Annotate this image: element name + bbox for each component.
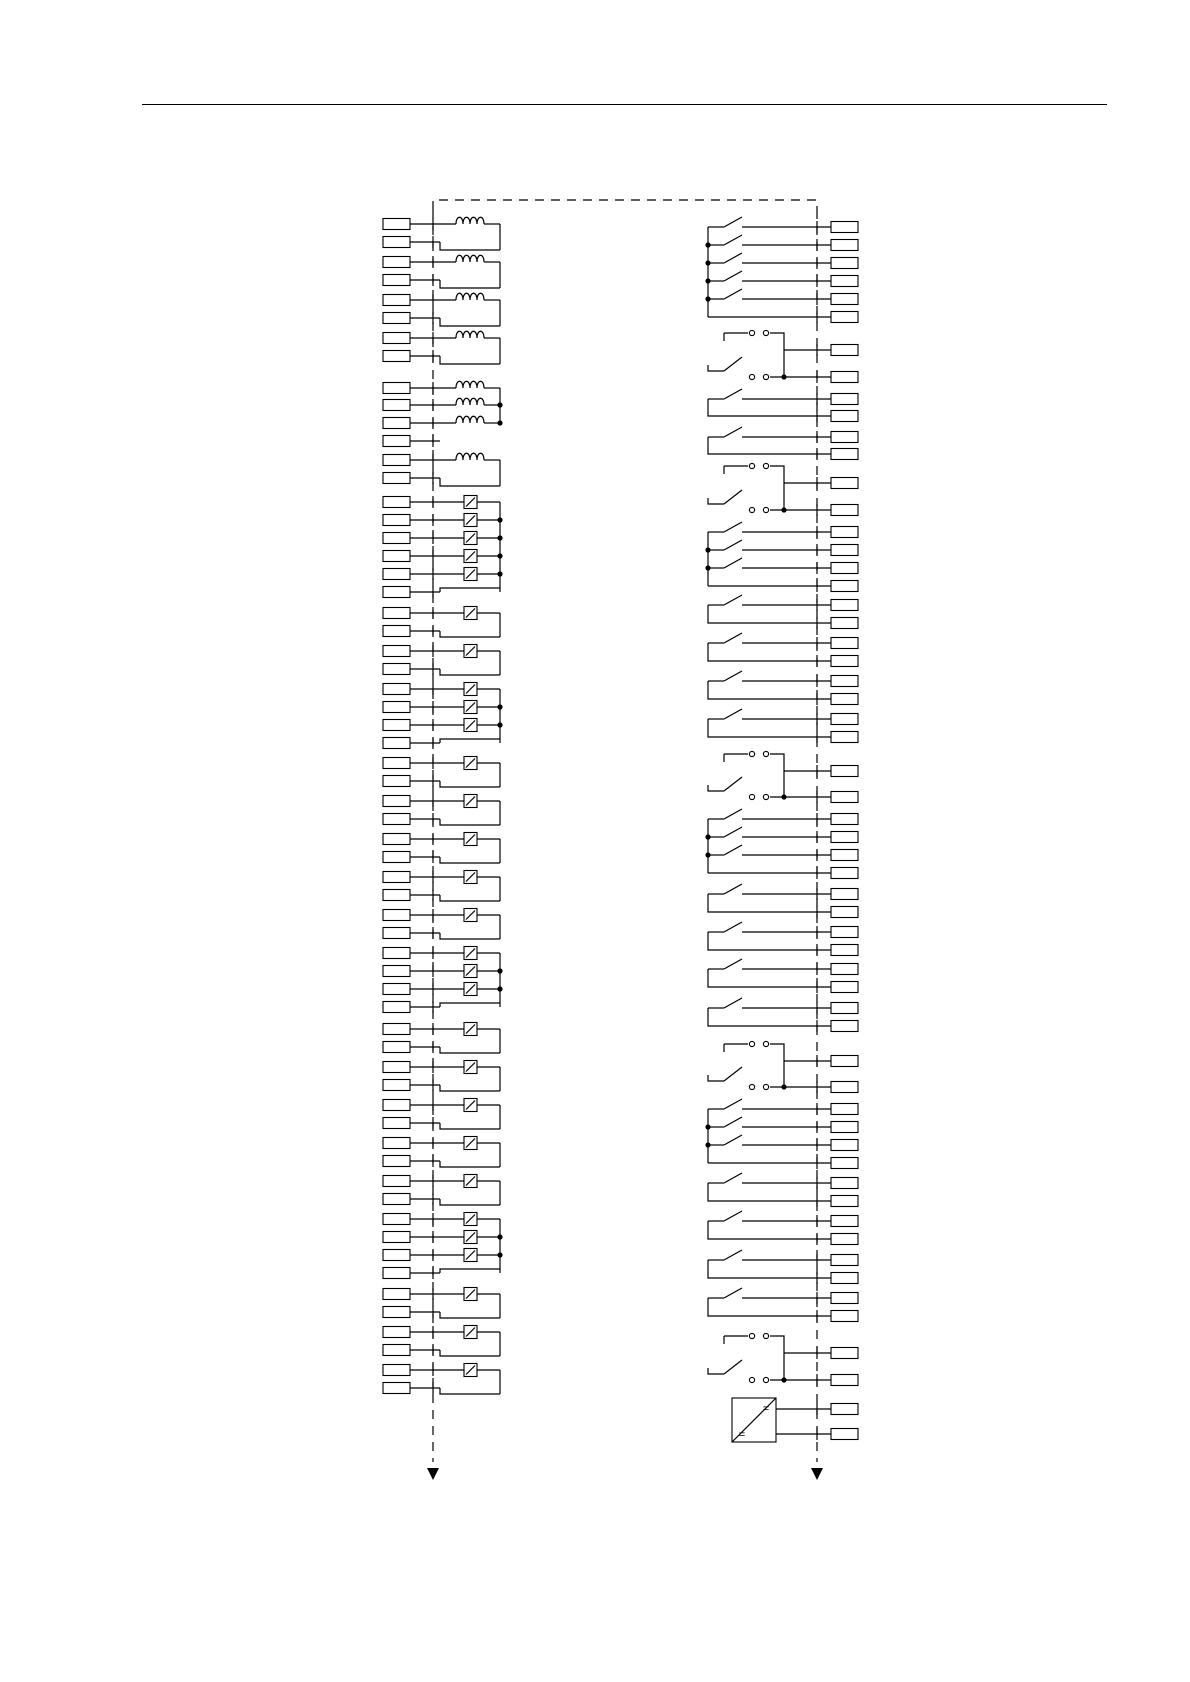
junction-dot bbox=[497, 535, 502, 540]
terminal-block bbox=[831, 581, 858, 592]
contact-blade bbox=[724, 922, 742, 932]
terminal-block bbox=[831, 618, 858, 629]
terminal-block bbox=[831, 505, 858, 516]
contact-blade bbox=[724, 633, 742, 643]
inductor-coil bbox=[456, 453, 484, 460]
converter-symbol-bottom: = bbox=[738, 1429, 746, 1441]
wire bbox=[708, 1368, 724, 1374]
terminal-block bbox=[383, 436, 410, 447]
junction-dot bbox=[705, 547, 710, 552]
terminal-block bbox=[831, 1216, 858, 1227]
right-continuation-arrow bbox=[811, 1468, 823, 1480]
terminal-block bbox=[383, 984, 410, 995]
terminal-block bbox=[383, 1062, 410, 1073]
inductor-coil bbox=[456, 398, 484, 405]
wire bbox=[708, 365, 724, 371]
return-wire bbox=[708, 643, 831, 661]
left-continuation-arrow bbox=[427, 1468, 439, 1480]
contact-blade bbox=[724, 595, 742, 605]
terminal-block bbox=[831, 1293, 858, 1304]
terminal-block bbox=[383, 966, 410, 977]
contact-terminal bbox=[763, 794, 768, 799]
terminal-block bbox=[383, 1365, 410, 1376]
terminal-block bbox=[831, 1056, 858, 1067]
contact-blade bbox=[724, 217, 742, 227]
contact-terminal bbox=[763, 507, 768, 512]
return-wire bbox=[440, 1161, 500, 1167]
return-wire bbox=[440, 669, 500, 675]
terminal-block bbox=[383, 515, 410, 526]
terminal-block bbox=[831, 411, 858, 422]
junction-dot bbox=[781, 1377, 786, 1382]
terminal-block bbox=[831, 345, 858, 356]
contact-blade bbox=[724, 845, 742, 855]
terminal-block bbox=[383, 219, 410, 230]
terminal-block bbox=[831, 1178, 858, 1189]
terminal-block bbox=[383, 1118, 410, 1129]
terminal-block bbox=[383, 738, 410, 749]
dc-dc-converter bbox=[732, 1398, 831, 1442]
junction-dot bbox=[497, 402, 502, 407]
junction-dot bbox=[705, 260, 710, 265]
right-terminal-column bbox=[705, 217, 858, 1442]
terminal-block bbox=[831, 889, 858, 900]
contact-blade bbox=[724, 522, 742, 532]
contact-terminal bbox=[763, 1333, 768, 1338]
common-wire bbox=[440, 739, 500, 743]
terminal-block bbox=[383, 1327, 410, 1338]
terminal-block bbox=[383, 1156, 410, 1167]
junction-dot bbox=[705, 565, 710, 570]
return-wire bbox=[440, 1388, 500, 1394]
contact-blade bbox=[724, 827, 742, 837]
contact-terminal bbox=[749, 330, 754, 335]
terminal-block bbox=[831, 1104, 858, 1115]
terminal-block bbox=[383, 1289, 410, 1300]
terminal-block bbox=[383, 872, 410, 883]
contact-blade bbox=[724, 357, 742, 371]
contact-terminal bbox=[763, 1377, 768, 1382]
terminal-block bbox=[383, 313, 410, 324]
terminal-block bbox=[383, 333, 410, 344]
wire bbox=[770, 754, 784, 797]
contact-blade bbox=[724, 558, 742, 568]
return-wire bbox=[440, 631, 500, 637]
terminal-block bbox=[831, 294, 858, 305]
return-wire bbox=[708, 1260, 831, 1278]
terminal-block bbox=[831, 432, 858, 443]
terminal-block bbox=[831, 1404, 858, 1415]
terminal-block bbox=[383, 684, 410, 695]
terminal-block bbox=[383, 1080, 410, 1091]
terminal-block bbox=[831, 1140, 858, 1151]
junction-dot bbox=[705, 278, 710, 283]
wire bbox=[770, 1044, 784, 1087]
terminal-block bbox=[831, 545, 858, 556]
terminal-block bbox=[383, 720, 410, 731]
inductor-coil bbox=[456, 293, 484, 300]
left-terminal-column bbox=[383, 217, 503, 1394]
terminal-block bbox=[831, 600, 858, 611]
terminal-block bbox=[383, 275, 410, 286]
return-wire bbox=[708, 1221, 831, 1239]
contact-blade bbox=[724, 1250, 742, 1260]
contact-blade bbox=[724, 427, 742, 437]
terminal-block bbox=[831, 1196, 858, 1207]
terminal-block bbox=[831, 1122, 858, 1133]
contact-blade bbox=[724, 777, 742, 791]
terminal-block bbox=[383, 295, 410, 306]
terminal-block bbox=[383, 1176, 410, 1187]
terminal-block bbox=[831, 240, 858, 251]
terminal-block bbox=[831, 927, 858, 938]
inductor-coil bbox=[456, 217, 484, 224]
terminal-block bbox=[383, 569, 410, 580]
junction-dot bbox=[497, 722, 502, 727]
common-wire bbox=[440, 1269, 500, 1273]
inductor-coil bbox=[456, 381, 484, 388]
terminal-block bbox=[383, 890, 410, 901]
terminal-block bbox=[383, 551, 410, 562]
contact-terminal bbox=[749, 507, 754, 512]
junction-dot bbox=[781, 1084, 786, 1089]
contact-blade bbox=[724, 959, 742, 969]
terminal-block bbox=[383, 455, 410, 466]
terminal-block bbox=[831, 1003, 858, 1014]
terminal-block bbox=[831, 1311, 858, 1322]
terminal-block bbox=[383, 1268, 410, 1279]
terminal-block bbox=[831, 907, 858, 918]
return-wire bbox=[708, 1008, 831, 1026]
terminal-block bbox=[383, 702, 410, 713]
terminal-block bbox=[831, 1375, 858, 1386]
terminal-block bbox=[383, 1194, 410, 1205]
common-wire bbox=[440, 588, 500, 592]
junction-dot bbox=[705, 242, 710, 247]
wire bbox=[770, 466, 784, 510]
return-wire bbox=[440, 895, 500, 901]
terminal-block bbox=[383, 1345, 410, 1356]
terminal-block bbox=[831, 694, 858, 705]
contact-blade bbox=[724, 1099, 742, 1109]
terminal-block bbox=[383, 1138, 410, 1149]
terminal-block bbox=[831, 814, 858, 825]
return-wire bbox=[440, 318, 500, 326]
junction-dot bbox=[705, 834, 710, 839]
terminal-block bbox=[831, 656, 858, 667]
return-wire bbox=[708, 932, 831, 950]
return-wire bbox=[440, 356, 500, 364]
terminal-block bbox=[383, 664, 410, 675]
terminal-block bbox=[831, 1429, 858, 1440]
terminal-block bbox=[383, 418, 410, 429]
junction-dot bbox=[781, 794, 786, 799]
terminal-block bbox=[383, 1383, 410, 1394]
terminal-block bbox=[831, 372, 858, 383]
wire bbox=[708, 498, 724, 504]
terminal-block bbox=[831, 945, 858, 956]
terminal-block bbox=[383, 587, 410, 598]
terminal-block bbox=[831, 1348, 858, 1359]
junction-dot bbox=[781, 507, 786, 512]
contact-blade bbox=[724, 1288, 742, 1298]
terminal-block bbox=[383, 646, 410, 657]
return-wire bbox=[440, 1312, 500, 1318]
terminal-block bbox=[383, 533, 410, 544]
terminal-block bbox=[383, 1250, 410, 1261]
contact-blade bbox=[724, 253, 742, 263]
terminal-block bbox=[383, 1232, 410, 1243]
junction-dot bbox=[497, 704, 502, 709]
terminal-block bbox=[383, 257, 410, 268]
contact-blade bbox=[724, 1117, 742, 1127]
contact-terminal bbox=[763, 1084, 768, 1089]
terminal-block bbox=[383, 351, 410, 362]
junction-dot bbox=[497, 1234, 502, 1239]
inductor-coil bbox=[456, 416, 484, 423]
contact-terminal bbox=[763, 1041, 768, 1046]
terminal-block bbox=[383, 814, 410, 825]
contact-terminal bbox=[763, 330, 768, 335]
return-wire bbox=[708, 719, 831, 737]
return-wire bbox=[708, 1298, 831, 1316]
terminal-block bbox=[831, 964, 858, 975]
terminal-block bbox=[831, 258, 858, 269]
terminal-block bbox=[831, 527, 858, 538]
terminal-block bbox=[831, 1021, 858, 1032]
return-wire bbox=[708, 1183, 831, 1201]
junction-dot bbox=[705, 1142, 710, 1147]
contact-terminal bbox=[749, 1084, 754, 1089]
inductor-coil bbox=[456, 255, 484, 262]
contact-terminal bbox=[749, 794, 754, 799]
terminal-block bbox=[831, 1158, 858, 1169]
junction-dot bbox=[497, 517, 502, 522]
junction-dot bbox=[781, 374, 786, 379]
contact-blade bbox=[724, 235, 742, 245]
contact-terminal bbox=[763, 374, 768, 379]
contact-terminal bbox=[749, 1041, 754, 1046]
return-wire bbox=[708, 969, 831, 987]
terminal-block bbox=[383, 1042, 410, 1053]
terminal-block bbox=[383, 1100, 410, 1111]
contact-terminal bbox=[763, 463, 768, 468]
terminal-block bbox=[831, 850, 858, 861]
terminal-block bbox=[831, 449, 858, 460]
return-wire bbox=[440, 1085, 500, 1091]
contact-blade bbox=[724, 709, 742, 719]
terminal-block bbox=[383, 1214, 410, 1225]
terminal-block bbox=[383, 910, 410, 921]
junction-dot bbox=[497, 553, 502, 558]
junction-dot bbox=[497, 986, 502, 991]
common-wire bbox=[440, 1003, 500, 1007]
terminal-block bbox=[831, 1082, 858, 1093]
junction-dot bbox=[705, 1124, 710, 1129]
terminal-block bbox=[383, 1002, 410, 1013]
wire bbox=[770, 1336, 784, 1380]
contact-blade bbox=[724, 1067, 742, 1081]
terminal-block bbox=[831, 312, 858, 323]
contact-blade bbox=[724, 1360, 742, 1374]
return-wire bbox=[440, 280, 500, 288]
terminal-block bbox=[383, 1024, 410, 1035]
return-wire bbox=[708, 894, 831, 912]
terminal-block bbox=[831, 394, 858, 405]
terminal-block bbox=[831, 982, 858, 993]
terminal-block bbox=[831, 792, 858, 803]
return-wire bbox=[708, 681, 831, 699]
return-wire bbox=[440, 781, 500, 787]
terminal-block bbox=[383, 948, 410, 959]
return-wire bbox=[708, 605, 831, 623]
contact-blade bbox=[724, 1173, 742, 1183]
contact-terminal bbox=[749, 463, 754, 468]
terminal-block bbox=[831, 676, 858, 687]
terminal-block bbox=[383, 758, 410, 769]
wire bbox=[770, 333, 784, 377]
contact-blade bbox=[724, 671, 742, 681]
terminal-block bbox=[383, 852, 410, 863]
return-wire bbox=[708, 399, 831, 416]
contact-blade bbox=[724, 809, 742, 819]
contact-blade bbox=[724, 289, 742, 299]
terminal-block bbox=[831, 1234, 858, 1245]
terminal-block bbox=[383, 796, 410, 807]
junction-dot bbox=[497, 420, 502, 425]
terminal-block bbox=[383, 834, 410, 845]
contact-blade bbox=[724, 389, 742, 399]
contact-blade bbox=[724, 998, 742, 1008]
junction-dot bbox=[497, 968, 502, 973]
terminal-block bbox=[831, 1273, 858, 1284]
junction-dot bbox=[705, 852, 710, 857]
terminal-block bbox=[831, 276, 858, 287]
return-wire bbox=[440, 1047, 500, 1053]
terminal-block bbox=[383, 608, 410, 619]
return-wire bbox=[440, 242, 500, 250]
terminal-block bbox=[831, 714, 858, 725]
junction-dot bbox=[497, 571, 502, 576]
terminal-block bbox=[831, 732, 858, 743]
terminal-block bbox=[383, 626, 410, 637]
contact-blade bbox=[724, 490, 742, 504]
contact-terminal bbox=[749, 751, 754, 756]
junction-dot bbox=[497, 1252, 502, 1257]
inductor-coil bbox=[456, 331, 484, 338]
top-dashed-link bbox=[433, 200, 817, 210]
contact-blade bbox=[724, 271, 742, 281]
terminal-block bbox=[831, 1255, 858, 1266]
terminal-block bbox=[383, 383, 410, 394]
contact-blade bbox=[724, 884, 742, 894]
return-wire bbox=[440, 1350, 500, 1356]
return-wire bbox=[440, 1123, 500, 1129]
terminal-block bbox=[383, 497, 410, 508]
terminal-block bbox=[831, 868, 858, 879]
return-wire bbox=[440, 478, 500, 486]
terminal-block bbox=[383, 473, 410, 484]
wire bbox=[708, 785, 724, 791]
contact-blade bbox=[724, 1211, 742, 1221]
terminal-block bbox=[383, 1307, 410, 1318]
contact-terminal bbox=[749, 1377, 754, 1382]
return-wire bbox=[440, 933, 500, 939]
terminal-block bbox=[383, 776, 410, 787]
terminal-block bbox=[831, 832, 858, 843]
terminal-block bbox=[831, 766, 858, 777]
terminal-block bbox=[831, 478, 858, 489]
terminal-block bbox=[831, 222, 858, 233]
wire bbox=[708, 1075, 724, 1081]
terminal-block bbox=[831, 563, 858, 574]
terminal-block bbox=[383, 400, 410, 411]
return-wire bbox=[440, 857, 500, 863]
terminal-block bbox=[383, 237, 410, 248]
converter-symbol-top: = bbox=[762, 1403, 770, 1415]
contact-terminal bbox=[749, 374, 754, 379]
return-wire bbox=[440, 1199, 500, 1205]
return-wire bbox=[708, 437, 831, 454]
contact-blade bbox=[724, 540, 742, 550]
terminal-block bbox=[383, 928, 410, 939]
contact-terminal bbox=[749, 1333, 754, 1338]
return-wire bbox=[440, 819, 500, 825]
junction-dot bbox=[705, 296, 710, 301]
contact-blade bbox=[724, 1135, 742, 1145]
terminal-block bbox=[831, 638, 858, 649]
contact-terminal bbox=[763, 751, 768, 756]
